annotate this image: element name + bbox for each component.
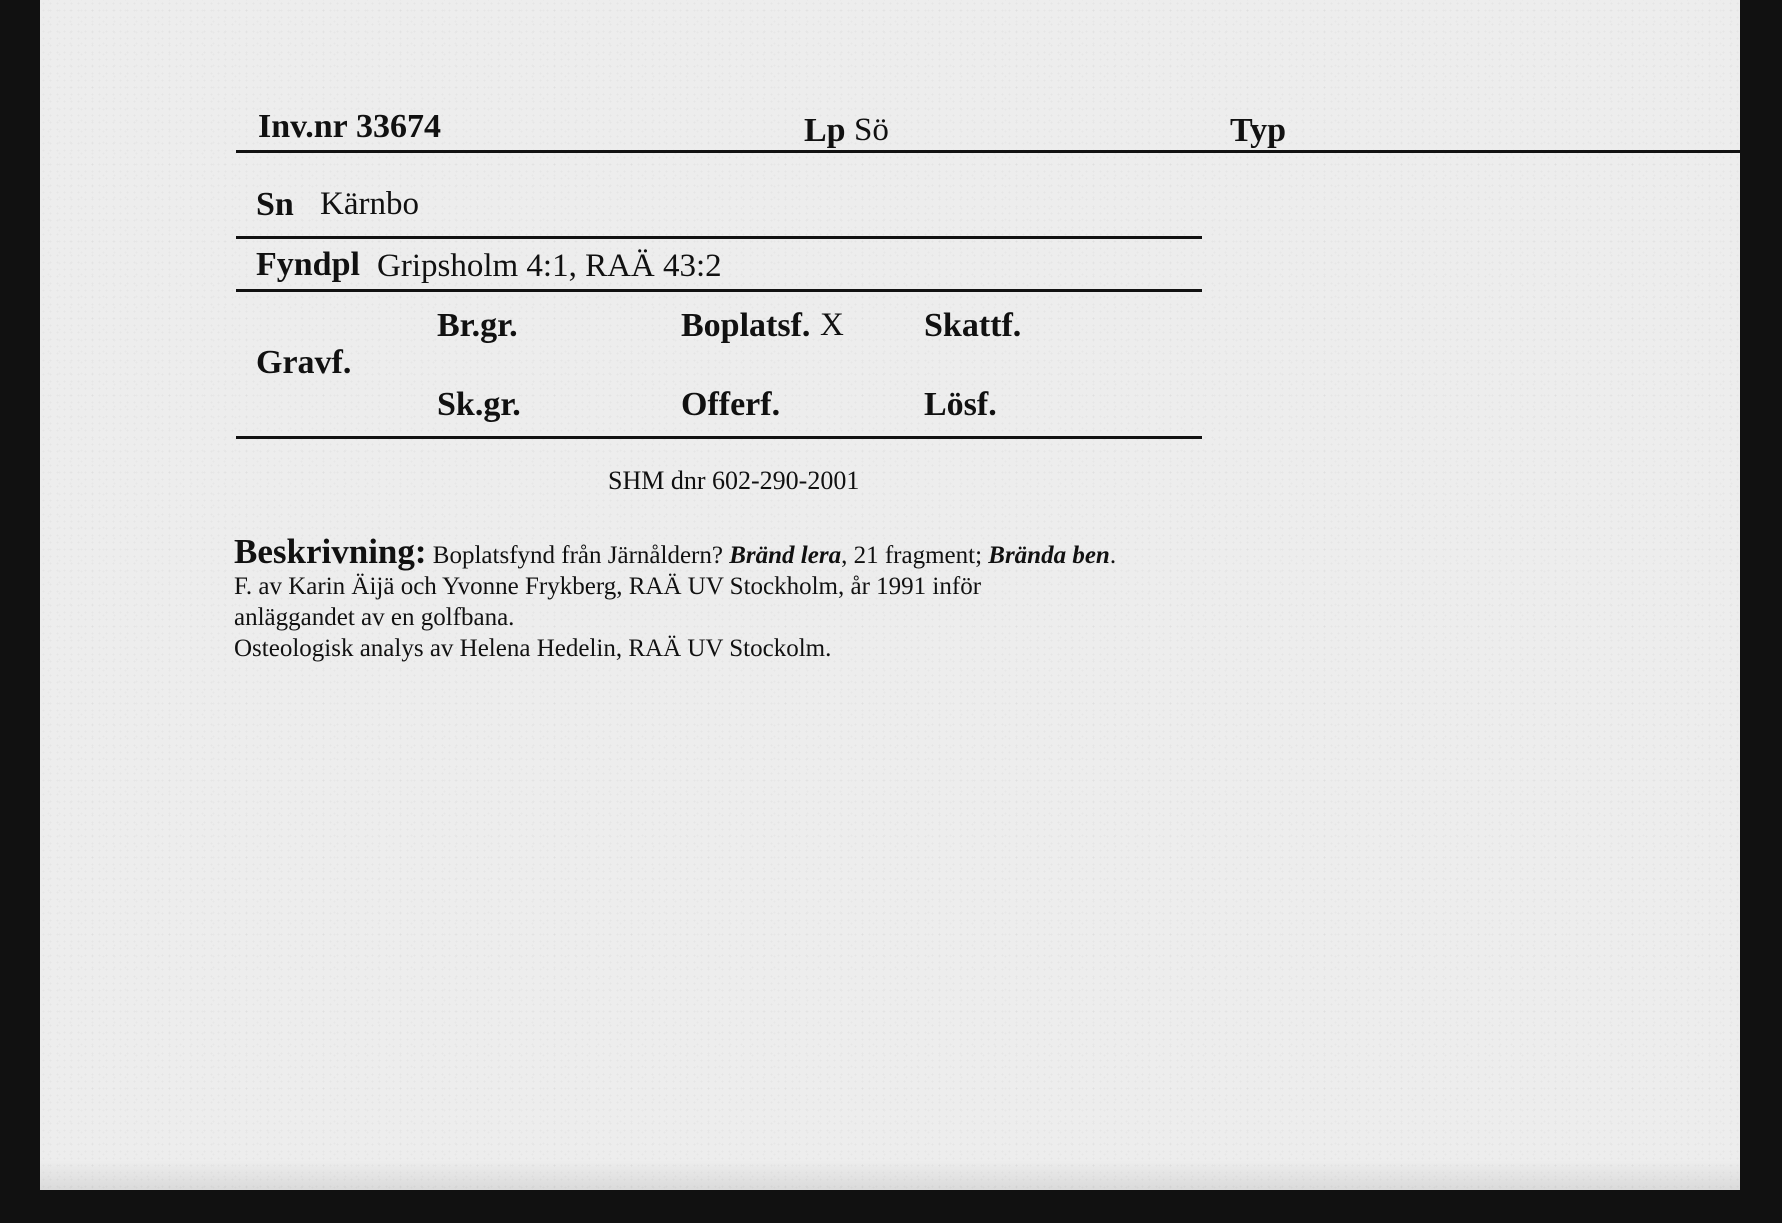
categories-rule xyxy=(236,436,1202,439)
description-item-1: Bränd lera xyxy=(729,542,842,569)
description-line-2: F. av Karin Äijä och Yvonne Frykberg, RAÄ UV Stockholm, år 1991 inför anläggandet av en golfbana. xyxy=(234,573,982,631)
description-line-1 xyxy=(234,532,1194,571)
boplatsf-mark: X xyxy=(820,307,844,343)
description-text-1: Boplatsfynd från Järnåldern? xyxy=(432,542,723,569)
offerf-label: Offerf. xyxy=(681,386,781,423)
losf-label: Lösf. xyxy=(924,386,997,423)
description-block xyxy=(234,532,1194,664)
skgr-label: Sk.gr. xyxy=(437,386,521,423)
description-label: Beskrivning: xyxy=(234,532,427,571)
typ-label: Typ xyxy=(1230,112,1287,149)
catalog-card xyxy=(40,0,1740,1190)
dnr-line: SHM dnr 602-290-2001 xyxy=(608,466,860,495)
socken-rule xyxy=(236,236,1202,239)
fyndplats-label: Fyndpl xyxy=(256,246,360,283)
brgr-label: Br.gr. xyxy=(437,307,518,344)
description-text-3: . xyxy=(1109,542,1117,569)
header-rule xyxy=(236,150,1740,153)
card-bottom-shade xyxy=(40,1160,1740,1190)
fyndplats-rule xyxy=(236,289,1202,292)
inv-number: 33674 xyxy=(356,108,441,145)
description-line-3: Osteologisk analys av Helena Hedelin, RAÄ UV Stockolm. xyxy=(234,635,832,662)
skattf-label: Skattf. xyxy=(924,307,1022,344)
boplatsf-label: Boplatsf. xyxy=(681,307,811,344)
lp-label: Lp xyxy=(804,112,846,149)
lp-value: Sö xyxy=(854,112,889,148)
socken-label: Sn xyxy=(256,186,294,223)
description-item-2: Brända ben xyxy=(988,542,1110,569)
fyndplats-value: Gripsholm 4:1, RAÄ 43:2 xyxy=(377,248,722,284)
description-text-2: , 21 fragment; xyxy=(841,542,983,569)
socken-value: Kärnbo xyxy=(320,186,419,222)
gravf-label: Gravf. xyxy=(256,344,352,381)
inv-label: Inv.nr xyxy=(258,108,348,145)
